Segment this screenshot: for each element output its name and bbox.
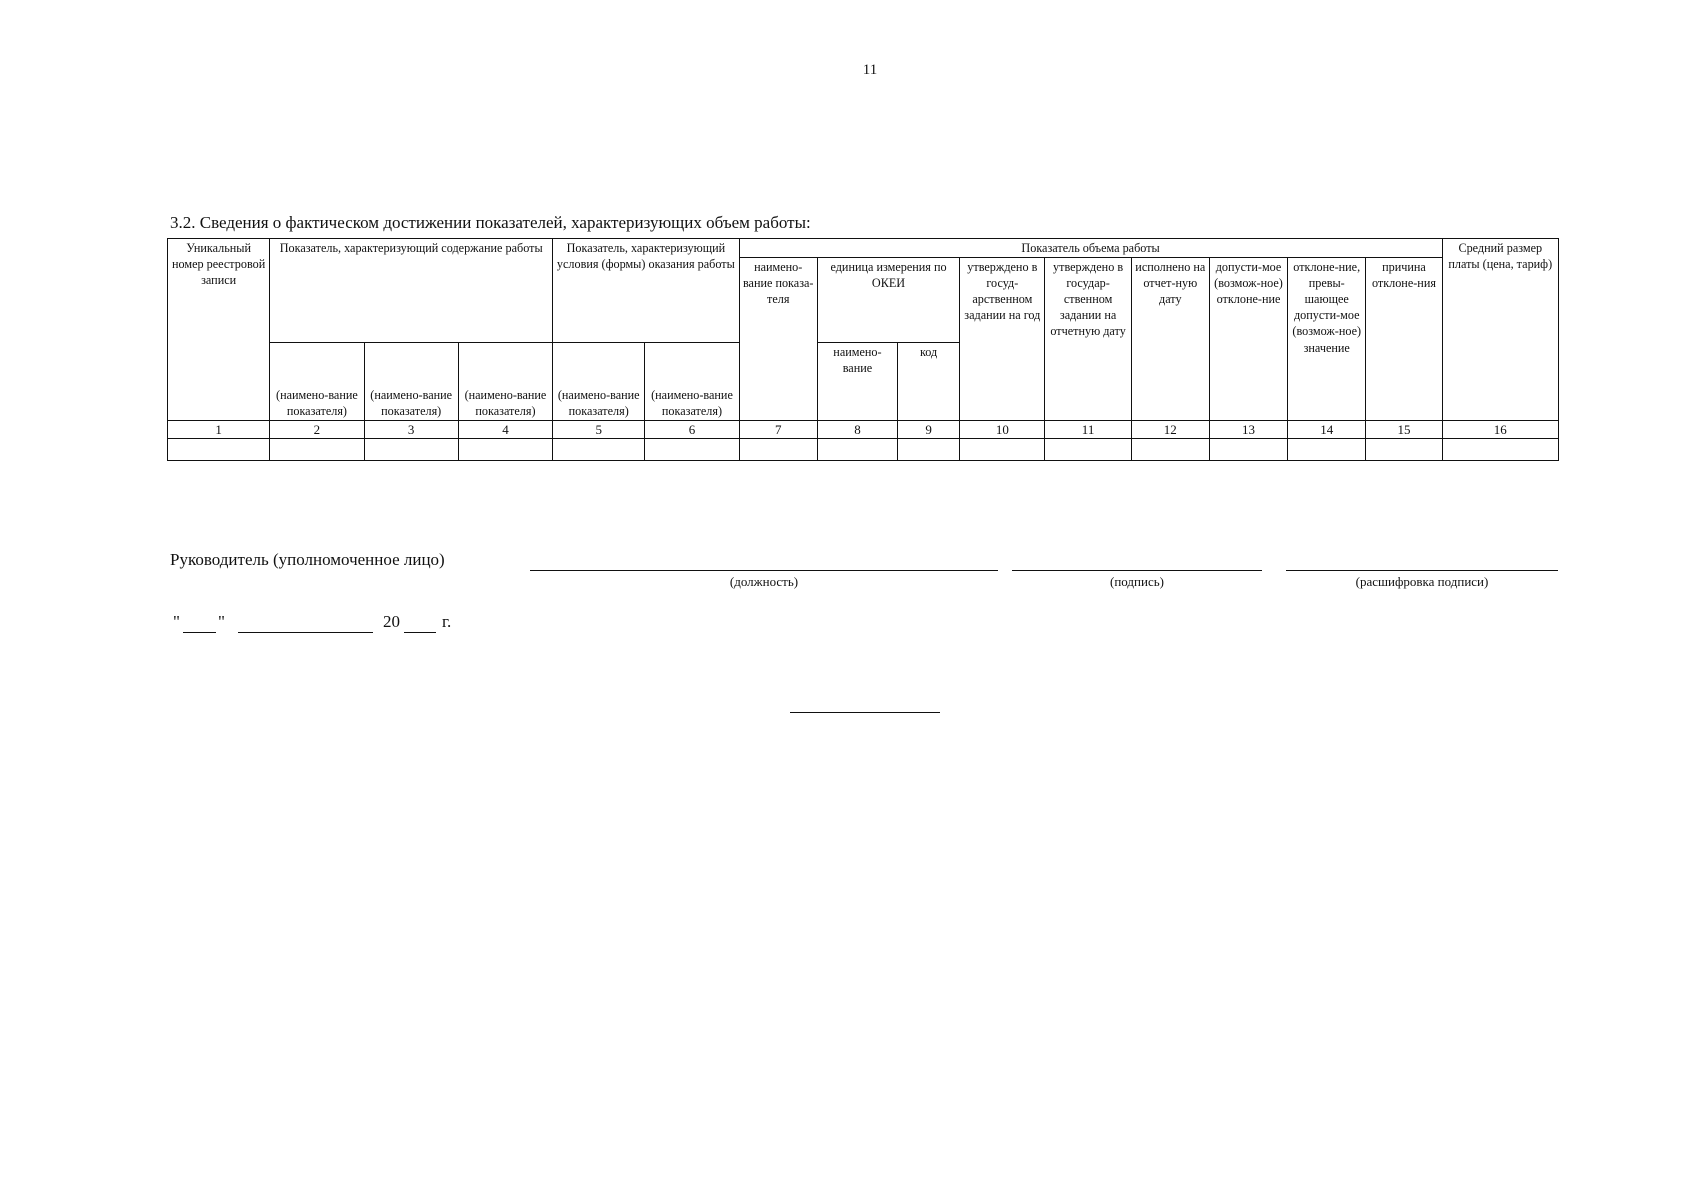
- header-executed: исполнено на отчет-ную дату: [1131, 258, 1209, 421]
- data-cell: [645, 439, 739, 461]
- header-approved-year: утверждено в госуд-арственном задании на год: [960, 258, 1045, 421]
- column-number: 2: [270, 421, 364, 439]
- header-sub-indicator-5: (наимено-вание показателя): [553, 343, 645, 421]
- header-approved-report-date: утверждено в государ-ственном задании на отчетную дату: [1045, 258, 1131, 421]
- header-okei-unit: единица измерения по ОКЕИ: [817, 258, 959, 343]
- year-prefix: 20: [383, 612, 400, 631]
- data-cell: [553, 439, 645, 461]
- position-line: [530, 570, 998, 571]
- column-number-row: [168, 421, 1559, 439]
- data-cell: [1366, 439, 1442, 461]
- data-cell: [1131, 439, 1209, 461]
- header-unit-code: код: [898, 343, 960, 421]
- signature-caption: (подпись): [1110, 574, 1164, 589]
- column-number: 15: [1366, 421, 1442, 439]
- year-suffix: г.: [442, 612, 452, 631]
- signatory-label: Руководитель (уполномоченное лицо): [170, 550, 445, 569]
- header-row-1: [168, 239, 1559, 258]
- data-cell: [898, 439, 960, 461]
- header-volume-indicator: Показатель объема работы: [739, 239, 1442, 258]
- data-cell: [817, 439, 897, 461]
- column-number: 9: [898, 421, 960, 439]
- data-cell: [270, 439, 364, 461]
- header-content-indicator: Показатель, характеризующий содержание работы: [270, 239, 553, 343]
- data-cell: [739, 439, 817, 461]
- header-exceeding-deviation: отклоне-ние, превы-шающее допусти-мое (возмож-ное) значение: [1288, 258, 1366, 421]
- header-indicator-name: наимено-вание показа-теля: [739, 258, 817, 421]
- empty-data-row: [168, 439, 1559, 461]
- column-number: 13: [1209, 421, 1287, 439]
- column-number: 7: [739, 421, 817, 439]
- date-field: [170, 612, 470, 638]
- day-blank-line: [183, 632, 216, 633]
- data-cell: [960, 439, 1045, 461]
- header-conditions-indicator: Показатель, характеризующий условия (формы) оказания работы: [553, 239, 740, 343]
- data-cell: [1209, 439, 1287, 461]
- column-number: 1: [168, 421, 270, 439]
- data-cell: [1045, 439, 1131, 461]
- month-blank-line: [238, 632, 373, 633]
- header-deviation-reason: причина отклоне-ния: [1366, 258, 1442, 421]
- footer-separator-line: [790, 712, 940, 713]
- header-allowed-deviation: допусти-мое (возмож-ное) отклоне-ние: [1209, 258, 1287, 421]
- header-unit-name: наимено-вание: [817, 343, 897, 421]
- column-number: 12: [1131, 421, 1209, 439]
- column-number: 11: [1045, 421, 1131, 439]
- data-cell: [168, 439, 270, 461]
- column-number: 3: [364, 421, 458, 439]
- header-sub-indicator-6: (наимено-вание показателя): [645, 343, 739, 421]
- decoding-line: [1286, 570, 1558, 571]
- data-cell: [458, 439, 552, 461]
- section-title: 3.2. Сведения о фактическом достижении показателей, характеризующих объем работы:: [170, 213, 811, 232]
- header-sub-indicator-3: (наимено-вание показателя): [364, 343, 458, 421]
- data-cell: [364, 439, 458, 461]
- column-number: 10: [960, 421, 1045, 439]
- year-blank-line: [404, 632, 436, 633]
- position-caption: (должность): [729, 574, 799, 589]
- date-quote-open: ": [173, 612, 180, 631]
- column-number: 6: [645, 421, 739, 439]
- column-number: 14: [1288, 421, 1366, 439]
- header-sub-indicator-2: (наимено-вание показателя): [270, 343, 364, 421]
- column-number: 5: [553, 421, 645, 439]
- data-cell: [1288, 439, 1366, 461]
- volume-report-table: [167, 238, 1559, 461]
- page-number: 11: [862, 62, 878, 78]
- column-number: 8: [817, 421, 897, 439]
- date-quote-close: ": [218, 612, 225, 631]
- data-cell: [1442, 439, 1558, 461]
- column-number: 4: [458, 421, 552, 439]
- header-average-fee: Средний размер платы (цена, тариф): [1442, 239, 1558, 421]
- signature-line: [1012, 570, 1262, 571]
- decoding-caption: (расшифровка подписи): [1355, 574, 1489, 589]
- column-number: 16: [1442, 421, 1558, 439]
- header-unique-number: Уникальный номер реестровой записи: [168, 239, 270, 421]
- header-sub-indicator-4: (наимено-вание показателя): [458, 343, 552, 421]
